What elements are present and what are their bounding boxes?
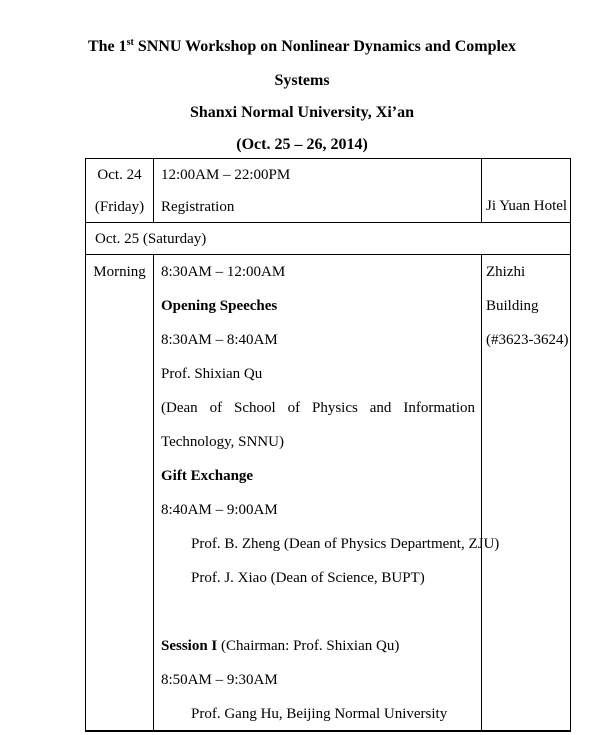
cell-oct24-date (86, 159, 154, 222)
cell-morning-program (154, 255, 500, 730)
document-title (0, 31, 604, 161)
gift-exchange-guest-2: Prof. J. Xiao (Dean of Science, BUPT) (191, 570, 425, 586)
session1-speaker: Prof. Gang Hu, Beijing Normal University (191, 706, 448, 722)
title-line-1 (0, 31, 604, 65)
morning-location-line2: Building (486, 298, 539, 314)
morning-location-line1: Zhizhi (486, 264, 526, 280)
opening-time: 8:30AM – 8:40AM (161, 332, 278, 348)
gift-exchange-time: 8:40AM – 9:00AM (161, 502, 278, 518)
cell-oct24-location (482, 159, 570, 222)
title-line-2: Systems (274, 72, 330, 89)
schedule-table (85, 158, 571, 732)
oct24-time-text: 12:00AM – 22:00PM (161, 167, 291, 183)
title-line-1-prefix: The 1 (87, 38, 127, 55)
oct24-date-text: Oct. 24 (97, 167, 142, 183)
gift-exchange-heading: Gift Exchange (161, 468, 254, 484)
morning-location-line3: (#3623-3624) (486, 332, 569, 348)
table-row-oct25-header (86, 223, 570, 255)
opening-speeches-heading: Opening Speeches (161, 298, 278, 314)
blank-line-spacer (161, 595, 475, 629)
oct24-event-text: Registration (161, 199, 235, 215)
oct24-day-text: (Friday) (94, 199, 145, 215)
session1-title: Session I (161, 638, 218, 654)
morning-period-text: Morning (93, 264, 146, 280)
title-date-range: (Oct. 25 – 26, 2014) (236, 136, 368, 153)
cell-morning-period (86, 255, 154, 730)
oct24-location-text: Ji Yuan Hotel (486, 198, 568, 214)
opening-speaker-affiliation-line2: Technology, SNNU) (161, 434, 284, 450)
opening-speaker: Prof. Shixian Qu (161, 366, 263, 382)
table-row-morning (86, 255, 570, 730)
morning-time-range: 8:30AM – 12:00AM (161, 264, 286, 280)
gift-exchange-guest-1: Prof. B. Zheng (Dean of Physics Department, ZJU) (191, 536, 500, 552)
table-row-oct24 (86, 159, 570, 223)
title-line-1-suffix: SNNU Workshop on Nonlinear Dynamics and Complex (133, 38, 517, 55)
cell-oct24-event (154, 159, 482, 222)
oct25-header-text: Oct. 25 (Saturday) (95, 231, 207, 247)
session1-time: 8:50AM – 9:30AM (161, 672, 278, 688)
opening-speaker-affiliation-line1: (Dean of School of Physics and Information (161, 400, 475, 416)
title-ordinal-superscript: st (126, 37, 134, 48)
cell-morning-location (482, 255, 570, 730)
title-subtitle-university: Shanxi Normal University, Xi’an (189, 104, 414, 121)
session1-heading-line (161, 629, 475, 663)
session1-chairman: (Chairman: Prof. Shixian Qu) (217, 638, 400, 654)
